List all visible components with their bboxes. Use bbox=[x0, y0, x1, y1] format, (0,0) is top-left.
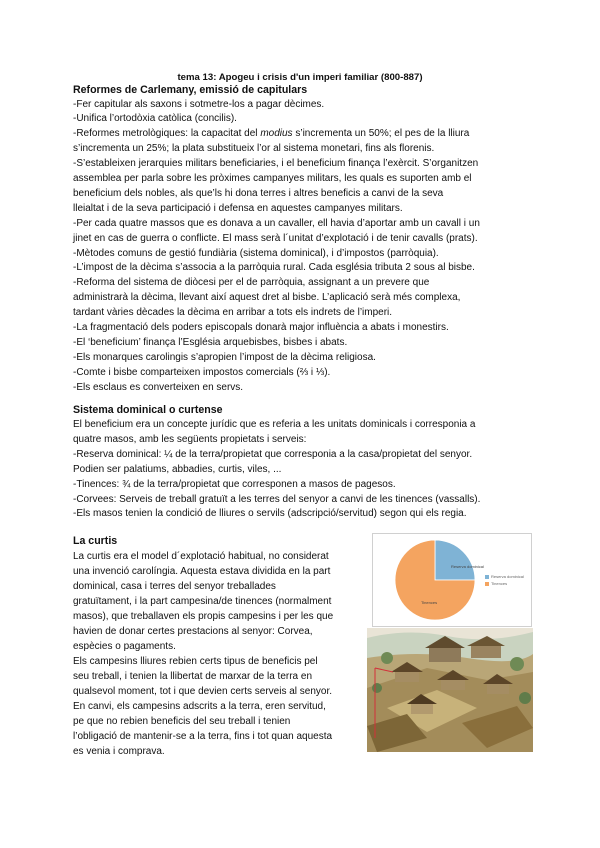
section-heading-sistema-dominical: Sistema dominical o curtense bbox=[73, 404, 223, 416]
text-line bbox=[73, 127, 535, 142]
text-line: El beneficium era un concepte jurídic que es referia a les unitats dominicals i corresponia a bbox=[73, 419, 476, 430]
text-line: Podien ser palatiums, abbadies, curtis, viles, ... bbox=[73, 463, 282, 475]
legend-label: Reserva dominical bbox=[491, 574, 524, 579]
text-line: pe que no rebien beneficis del seu treball i tenien bbox=[73, 716, 291, 727]
pie-label-tinences: Tinences bbox=[421, 600, 438, 605]
village-drawing bbox=[367, 628, 533, 752]
pie-slices bbox=[395, 540, 475, 620]
text-line: -Reserva dominical: ¼ de la terra/propietat que corresponia a la casa/propietat del senyor. bbox=[73, 448, 473, 460]
text-line: -Els monarques carolingis s’apropien l’impost de la dècima religiosa. bbox=[73, 351, 376, 363]
text-line: espècies o pagaments. bbox=[73, 641, 176, 652]
text-line: havien de donar certes prestacions al senyor: Corvea, bbox=[73, 626, 313, 637]
text-line: tardant vàries dècades la dècima en arribar a tots els indrets de l’imperi. bbox=[73, 307, 393, 319]
text-line: l’obligació de mantenir-se a la terra, fins i tot quan aquesta bbox=[73, 731, 333, 742]
legend-item-reserva bbox=[485, 574, 524, 579]
text-line: Els campesins lliures rebien certs tipus de beneficis pel bbox=[73, 656, 318, 667]
section-body-la-curtis bbox=[73, 549, 373, 759]
text-line-end: s’incrementa un 50%; el pes de la lliura bbox=[292, 128, 470, 140]
pie-slice bbox=[435, 540, 475, 580]
text-line: -Comte i bisbe comparteixen impostos comercials (⅔ i ⅓). bbox=[73, 366, 331, 378]
text-line: masos), que treballaven els propis campesins i per les que bbox=[73, 611, 334, 622]
text-line: -Tinences: ¾ de la terra/propietat que corresponen a masos de pagesos. bbox=[73, 478, 396, 490]
text-line: beneficium dels nobles, als que’ls hi dona terres i altres beneficis a canvi de la seva bbox=[73, 187, 444, 199]
text-line: es venia i comprava. bbox=[73, 746, 165, 757]
section-heading-la-curtis: La curtis bbox=[73, 535, 118, 547]
curtis-village-illustration bbox=[367, 628, 533, 752]
text-line: -Unifica l’ortodòxia catòlica (concilis). bbox=[73, 113, 237, 125]
text-line: -L’impost de la dècima s’associa a la parròquia rural. Cada església tributa 2 sous al bisbe. bbox=[73, 262, 475, 274]
text-line: una invenció carolíngia. Aquesta estava dividida en la part bbox=[73, 566, 331, 577]
legend-item-tinences bbox=[485, 581, 507, 586]
text-line: -La fragmentació dels poders episcopals donarà major influència a abats i monestirs. bbox=[73, 322, 449, 334]
text-line: -El ‘beneficium’ finança l’Església arquebisbes, bisbes i abats. bbox=[73, 337, 348, 348]
legend-swatch bbox=[485, 575, 489, 579]
text-line: -Per cada quatre massos que es donava a un cavaller, ell havia d’aportar amb un cavall i un bbox=[73, 217, 480, 229]
section-heading-reformes: Reformes de Carlemany, emissió de capitulars bbox=[73, 84, 308, 96]
text-line-start: -Reformes metrològiques: la capacitat del bbox=[73, 128, 261, 140]
text-line: assemblea per parla sobre les pròximes campanyes militars, les quals es suporten amb el bbox=[73, 173, 472, 185]
pie-chart bbox=[372, 533, 532, 627]
legend-swatch bbox=[485, 582, 489, 586]
text-line: seu treball, i tenien la llibertat de marxar de la terra en bbox=[73, 671, 313, 682]
pie-label-reserva: Reserva dominical bbox=[451, 564, 484, 569]
text-line: -Mètodes comuns de gestió fundiària (sistema dominical), i d’impostos (parròquia). bbox=[73, 247, 439, 259]
text-line: -Fer capitular als saxons i sotmetre-los a pagar dècimes. bbox=[73, 98, 325, 110]
legend-label: Tinences bbox=[491, 581, 508, 586]
text-line: -Corvees: Serveis de treball gratuït a les terres del senyor a canvi de les tinences (vassalls). bbox=[73, 493, 481, 505]
text-line: dominical, casa i terres del senyor treballades bbox=[73, 581, 276, 592]
text-line: -Reforma del sistema de diòcesi per el de parròquia, assignant a un prevere que bbox=[73, 277, 430, 289]
text-line: gratuïtament, i la part campesina/de tinences (normalment bbox=[73, 596, 332, 607]
section-body-reformes bbox=[73, 98, 535, 396]
modius-term: modius bbox=[260, 128, 293, 140]
text-line: s’incrementa un 25%; la plata substitueix l’or al sistema monetari, fins als florenis. bbox=[73, 143, 435, 155]
text-line: qualsevol moment, tot i que devien certs serveis al senyor. bbox=[73, 686, 333, 697]
text-line: La curtis era el model d´explotació habitual, no considerat bbox=[73, 551, 329, 562]
text-line: jinet en cas de guerra o conflicte. El mass serà l´unitat d’explotació i de tenir cavalls (prats). bbox=[73, 232, 478, 244]
text-line: lleialtat i de la seva participació i defensa en aquestes campanyes militars. bbox=[73, 202, 403, 214]
text-line: En canvi, els campesins adscrits a la terra, eren servitud, bbox=[73, 701, 326, 712]
text-line: -S’estableixen jerarquies militars beneficiaries, i el beneficium finança l’exèrcit. S’organitzen bbox=[73, 158, 479, 170]
page-title: tema 13: Apogeu i crisis d'un imperi familiar (800-887) bbox=[177, 72, 423, 83]
text-line: administrarà la dècima, llevant així aquest dret al bisbe. L’aplicació serà més complexa, bbox=[73, 292, 461, 304]
text-line: quatre masos, amb les següents propietats i serveis: bbox=[73, 433, 307, 445]
section-body-sistema-dominical bbox=[73, 418, 535, 522]
text-line: -Els esclaus es converteixen en servs. bbox=[73, 381, 244, 393]
text-line: -Els masos tenien la condició de lliures o servils (adscripció/servitud) segon qui els regia. bbox=[73, 508, 467, 520]
pie-chart-svg bbox=[373, 534, 531, 626]
